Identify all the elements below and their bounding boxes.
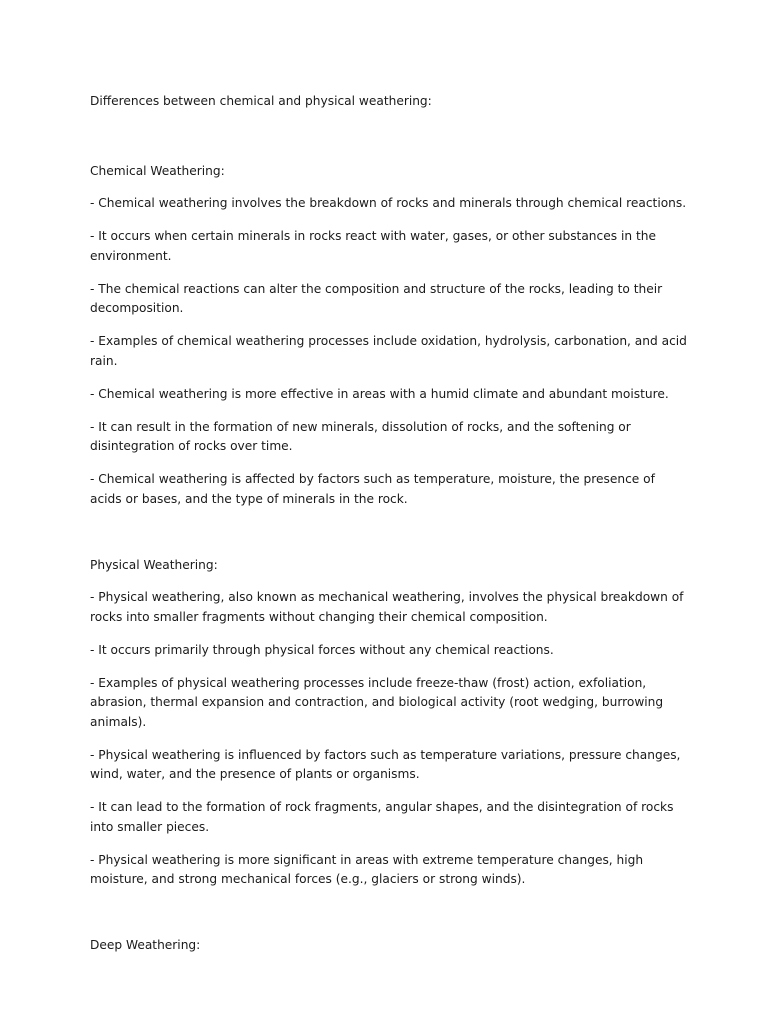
bullet-paragraph: - Chemical weathering is more effective in areas with a humid climate and abundant moisture. xyxy=(90,386,669,401)
section-heading: Chemical Weathering: xyxy=(90,163,225,178)
bullet-paragraph: - Physical weathering, also known as mechanical weathering, involves the physical breakdown of rocks into smaller fragments without changing their chemical composition. xyxy=(90,590,684,624)
bullet-paragraph: - The chemical reactions can alter the composition and structure of the rocks, leading to their decomposition. xyxy=(90,281,663,315)
section-deep-weathering xyxy=(90,936,690,956)
bullet-paragraph: - It can lead to the formation of rock fragments, angular shapes, and the disintegration of rocks into smaller pieces. xyxy=(90,800,674,834)
section-spacer xyxy=(90,903,690,936)
bullet-paragraph: - Examples of physical weathering processes include freeze-thaw (frost) action, exfoliation, abrasion, thermal expansion and contraction, and biological activity (root wedging, burrowing animals). xyxy=(90,675,664,729)
bullet-paragraph: - It occurs primarily through physical forces without any chemical reactions. xyxy=(90,642,554,657)
section-chemical-weathering xyxy=(90,162,690,510)
section-heading: Deep Weathering: xyxy=(90,938,201,952)
bullet-paragraph: - It can result in the formation of new minerals, dissolution of rocks, and the softening or disintegration of rocks over time. xyxy=(90,419,631,453)
section-heading: Physical Weathering: xyxy=(90,557,218,572)
bullet-paragraph: - Examples of chemical weathering processes include oxidation, hydrolysis, carbonation, and acid rain. xyxy=(90,334,687,368)
section-physical-weathering xyxy=(90,556,690,890)
bullet-paragraph: - It occurs when certain minerals in rocks react with water, gases, or other substances in the environment. xyxy=(90,229,656,263)
bullet-paragraph: - Physical weathering is influenced by factors such as temperature variations, pressure changes, wind, water, and the presence of plants or organisms. xyxy=(90,747,681,781)
document-body xyxy=(90,92,690,969)
bullet-paragraph: - Chemical weathering involves the breakdown of rocks and minerals through chemical reactions. xyxy=(90,196,687,210)
bullet-paragraph: - Physical weathering is more significant in areas with extreme temperature changes, high moisture, and strong mechanical forces (e.g., glaciers or strong winds). xyxy=(90,852,644,886)
section-spacer xyxy=(90,523,690,556)
document-title: Differences between chemical and physical weathering: xyxy=(90,94,432,108)
bullet-paragraph: - Chemical weathering is affected by factors such as temperature, moisture, the presence of acids or bases, and the type of minerals in the rock. xyxy=(90,472,655,506)
